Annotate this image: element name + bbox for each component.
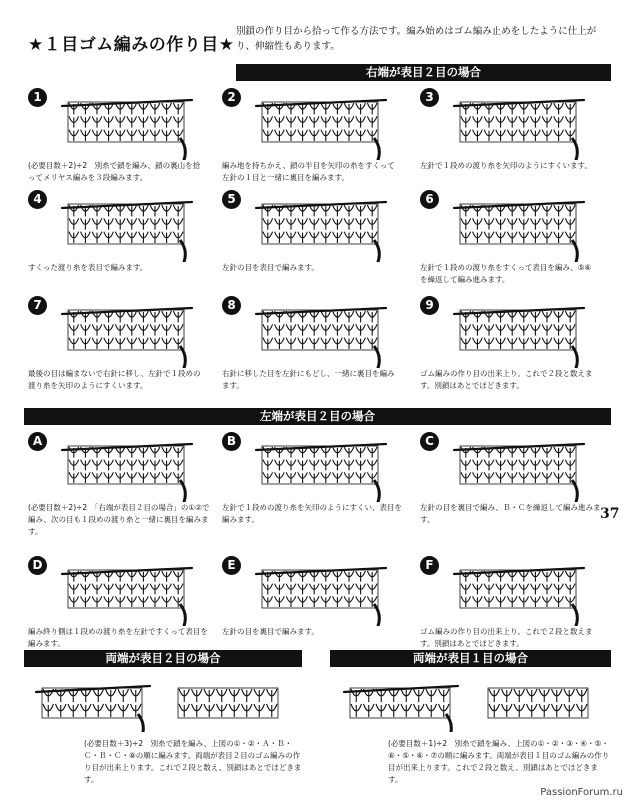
step-caption: ゴム編みの作り目の出来上り。これで２段と数えます。別鎖はあとでほどきます。 xyxy=(420,627,593,648)
step-illustration xyxy=(446,196,606,266)
yarn-strand xyxy=(374,240,386,262)
step-caption: (必要目数＋2)÷2 別糸で鎖を編み、鎖の裏山を拾ってメリヤス編みを３段編みます。 xyxy=(28,161,201,182)
both2-illustration xyxy=(28,676,298,732)
step-caption: 左針で１段めの渡り糸を矢印のようにすくい、表目を編みます。 xyxy=(222,503,402,524)
step-number-badge: D xyxy=(28,556,47,575)
yarn-strand xyxy=(374,604,386,626)
yarn-strand xyxy=(180,346,192,368)
yarn-strand xyxy=(572,346,584,368)
step-caption: (必要目数＋2)÷2 「右端が表目２目の場合」の①②で編み、次の目も１段めの渡り糸と一緒に裏目を編みます。 xyxy=(28,503,210,536)
step-illustration xyxy=(248,196,408,266)
knit-both2-svg xyxy=(28,676,298,732)
step-illustration xyxy=(248,438,408,506)
page-number: 37 xyxy=(600,506,620,522)
step-number-badge: 1 xyxy=(28,88,47,107)
yarn-strand xyxy=(572,240,584,262)
banner-right: 右端が表目２目の場合 xyxy=(236,64,611,81)
step-number-badge: 9 xyxy=(420,296,439,315)
banner-left: 左端が表目２目の場合 xyxy=(24,408,611,425)
step-illustration xyxy=(54,302,214,372)
yarn-strand xyxy=(180,240,192,262)
knit-diagram-svg xyxy=(54,302,214,368)
step-caption: 編み終り側は１段めの渡り糸を左針ですくって表目を編みます。 xyxy=(28,627,208,648)
step-caption: 最後の目は編まないで右針に移し、左針で１段めの渡り糸を矢印のようにすくいます。 xyxy=(28,369,201,390)
yarn-strand xyxy=(138,714,150,732)
knit-diagram-svg xyxy=(248,94,408,160)
step-illustration xyxy=(446,562,606,630)
knit-diagram-svg xyxy=(248,562,408,626)
step-caption: 左針で１段めの渡り糸を矢印のようにすくいます。 xyxy=(420,161,592,170)
knit-diagram-svg xyxy=(248,438,408,502)
knit-diagram-svg xyxy=(446,94,606,160)
knit-diagram-svg xyxy=(446,562,606,626)
step-caption: 左針の目を裏目で編みます。 xyxy=(222,627,319,636)
yarn-strand xyxy=(446,714,458,732)
step-number-badge: 6 xyxy=(420,190,439,209)
knit-diagram-svg xyxy=(54,562,214,626)
step-number-badge: 8 xyxy=(222,296,241,315)
knit-diagram-svg xyxy=(446,196,606,262)
step-number-badge: 2 xyxy=(222,88,241,107)
step-illustration xyxy=(54,438,214,506)
yarn-strand xyxy=(572,138,584,160)
knit-diagram-svg xyxy=(54,438,214,502)
both1-illustration xyxy=(336,676,608,732)
knit-diagram-svg xyxy=(54,196,214,262)
step-number-badge: E xyxy=(222,556,241,575)
source-watermark: PassionForum.ru xyxy=(540,787,623,798)
knit-diagram-svg xyxy=(248,196,408,262)
yarn-strand xyxy=(572,604,584,626)
step-number-badge: A xyxy=(28,432,47,451)
banner-both2: 両端が表目２目の場合 xyxy=(24,650,302,667)
step-illustration xyxy=(54,196,214,266)
step-caption: すくった渡り糸を表目で編みます。 xyxy=(28,263,148,272)
knit-diagram-svg xyxy=(446,302,606,368)
knit-both1-svg xyxy=(336,676,608,732)
page-title: ★１目ゴム編みの作り目★ xyxy=(28,35,235,55)
step-number-badge: 7 xyxy=(28,296,47,315)
step-number-badge: F xyxy=(420,556,439,575)
step-caption: 左針で１段めの渡り糸をすくって表目を編み、⑤⑥を繰返して編み進みます。 xyxy=(420,263,592,284)
knit-diagram-svg xyxy=(54,94,214,160)
both1-caption: (必要目数＋1)÷2 別糸で鎖を編み、上図の①・②・③・④・⑤・⑥・⑤・⑥・⑦の順に編みます。両端が表目１目のゴム編みの作り目が出来上ります。これで２段と数え、別鎖はあとでほどきます。 xyxy=(388,739,610,784)
step-number-badge: 3 xyxy=(420,88,439,107)
step-caption: 左針の目を裏目で編み、Ｂ・Ｃを繰返して編み進みます。 xyxy=(420,503,601,524)
knit-diagram-svg xyxy=(446,438,606,502)
step-illustration xyxy=(54,94,214,164)
step-caption: 左針の目を表目で編みます。 xyxy=(222,263,319,272)
step-illustration xyxy=(248,562,408,630)
yarn-strand xyxy=(180,138,192,160)
step-number-badge: 4 xyxy=(28,190,47,209)
knit-diagram-svg xyxy=(248,302,408,368)
step-illustration xyxy=(446,438,606,506)
both2-caption: (必要目数＋3)÷2 別糸で鎖を編み、上図の①・②・Ａ・Ｂ・Ｃ・Ｂ・Ｃ・⑧の順に編みます。両端が表目２目のゴム編みの作り目が出来上ります。これで２段と数え、別鎖はあとでほどきます。 xyxy=(84,739,302,784)
yarn-strand xyxy=(180,604,192,626)
step-caption: 編み地を持ちかえ、鎖の半目を矢印の糸をすくって左針の１目と一緒に裏目を編みます。 xyxy=(222,161,395,182)
step-caption: ゴム編みの作り目の出来上り。これで２段と数えます。別鎖はあとでほどきます。 xyxy=(420,369,593,390)
banner-both1: 両端が表目１目の場合 xyxy=(330,650,611,667)
step-number-badge: C xyxy=(420,432,439,451)
step-number-badge: B xyxy=(222,432,241,451)
yarn-strand xyxy=(374,480,386,502)
step-illustration xyxy=(248,94,408,164)
yarn-strand xyxy=(374,346,386,368)
intro-text: 別鎖の作り目から拾って作る方法です。編み始めはゴム編み止めをしたように仕上がり、伸縮性もあります。 xyxy=(236,26,597,52)
step-illustration xyxy=(446,94,606,164)
yarn-strand xyxy=(180,480,192,502)
step-illustration xyxy=(446,302,606,372)
step-illustration xyxy=(54,562,214,630)
step-caption: 右針に移した目を左針にもどし、一緒に裏目を編みます。 xyxy=(222,369,395,390)
step-illustration xyxy=(248,302,408,372)
step-number-badge: 5 xyxy=(222,190,241,209)
yarn-strand xyxy=(374,138,386,160)
yarn-strand xyxy=(572,480,584,502)
